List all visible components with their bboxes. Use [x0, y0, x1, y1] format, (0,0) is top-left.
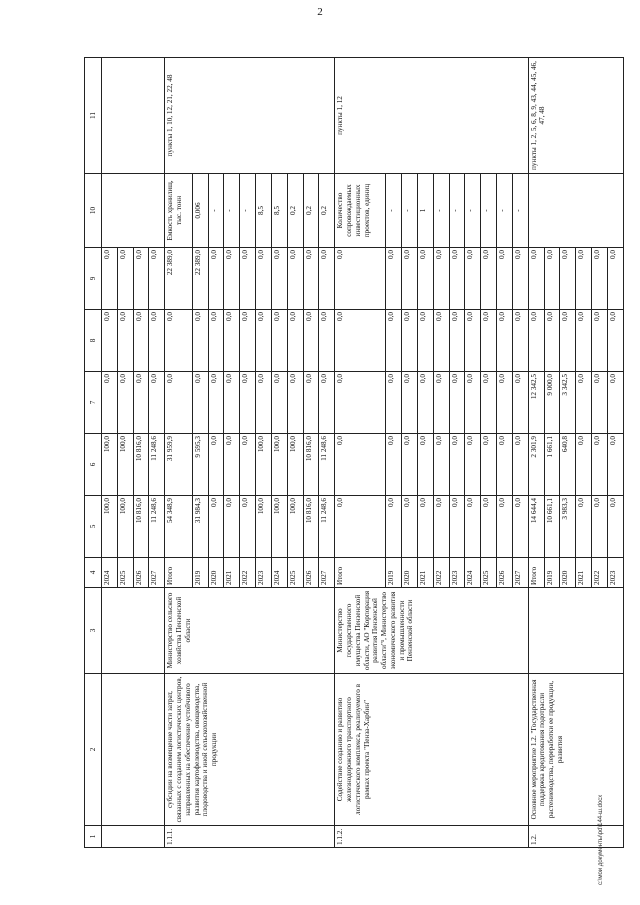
indicator-value: 8,5 [256, 174, 272, 248]
value-cell: 0,0 [224, 248, 240, 310]
value-cell: 0,0 [576, 496, 592, 558]
column-number: 1 [85, 826, 102, 848]
table-row [165, 58, 193, 848]
year-cell: 2023 [256, 558, 272, 588]
value-cell: 0,0 [576, 434, 592, 496]
year-cell: 2027 [512, 558, 528, 588]
table-row [335, 58, 386, 848]
value-cell: 0,0 [402, 434, 418, 496]
value-cell: 0,0 [433, 496, 449, 558]
value-cell: 0,0 [481, 372, 497, 434]
column-number: 3 [85, 588, 102, 674]
value-cell: 11 248,6 [319, 434, 335, 496]
value-cell: 0,0 [303, 372, 319, 434]
indicator-value: 1 [418, 174, 434, 248]
value-cell: 0,0 [512, 496, 528, 558]
value-cell: 0,0 [449, 248, 465, 310]
value-cell: 0,0 [117, 248, 133, 310]
indicator-value: 0,006 [192, 174, 208, 248]
value-cell: 0,0 [287, 310, 303, 372]
year-cell: 2021 [576, 558, 592, 588]
value-cell: 0,0 [449, 372, 465, 434]
total-value: 0,0 [335, 496, 386, 558]
indicator-value: - [240, 174, 256, 248]
value-cell: 0,0 [386, 496, 402, 558]
column-number: 7 [85, 372, 102, 434]
value-cell: 10 816,0 [133, 434, 149, 496]
total-value: 2 301,9 [528, 434, 544, 496]
table-row [102, 58, 118, 848]
value-cell: 0,0 [607, 496, 623, 558]
value-cell: 0,0 [402, 372, 418, 434]
value-cell: 0,0 [607, 434, 623, 496]
value-cell: 0,0 [576, 310, 592, 372]
value-cell: 0,0 [224, 496, 240, 558]
value-cell: 0,0 [560, 248, 576, 310]
indicator-value: - [208, 174, 224, 248]
indicator-value: - [402, 174, 418, 248]
value-cell: 9 595,3 [192, 434, 208, 496]
item-name: Основное мероприятие 1.2. "Государственная поддержка кредитования подотрасли растениеводства, переработки ее продукции, развития [528, 674, 623, 826]
year-cell: 2025 [481, 558, 497, 588]
value-cell: 1 661,1 [544, 434, 560, 496]
total-value: 0,0 [335, 372, 386, 434]
column-number-row [85, 58, 102, 848]
value-cell: 0,0 [149, 310, 165, 372]
value-cell: 100,0 [271, 496, 287, 558]
year-cell: 2025 [117, 558, 133, 588]
value-cell: 0,0 [607, 248, 623, 310]
value-cell: 0,0 [102, 372, 118, 434]
year-cell: 2024 [102, 558, 118, 588]
value-cell: 100,0 [271, 434, 287, 496]
indicator-value: 8,5 [271, 174, 287, 248]
indicator-value: - [497, 174, 513, 248]
value-cell: 3 342,5 [560, 372, 576, 434]
value-cell: 0,0 [512, 310, 528, 372]
year-cell: 2021 [224, 558, 240, 588]
table-row [528, 58, 544, 848]
value-cell: 9 000,0 [544, 372, 560, 434]
value-cell: 640,8 [560, 434, 576, 496]
value-cell: 0,0 [303, 248, 319, 310]
value-cell: 0,0 [208, 372, 224, 434]
total-value: 0,0 [335, 248, 386, 310]
year-cell: 2027 [149, 558, 165, 588]
item-code: 1.2. [528, 826, 623, 848]
value-cell: 0,0 [402, 496, 418, 558]
item-executor: Министерство сельского хозяйства Пензенской области [165, 588, 335, 674]
empty-cell [102, 674, 165, 826]
value-cell: 0,0 [117, 372, 133, 434]
value-cell: 0,0 [240, 248, 256, 310]
value-cell: 0,0 [418, 310, 434, 372]
value-cell: 0,0 [418, 496, 434, 558]
value-cell: 0,0 [576, 248, 592, 310]
value-cell: 0,0 [544, 310, 560, 372]
value-cell: 0,0 [465, 248, 481, 310]
value-cell: 0,0 [481, 310, 497, 372]
value-cell: 0,0 [208, 434, 224, 496]
value-cell: 100,0 [256, 496, 272, 558]
item-name: субсидии на возмещение части затрат, связанных с созданием логистических центров, направленных на обеспечение устойчивого развития картофелеводства, овощеводства, плодоводства и иной сельскохозяйственной продукции [165, 674, 335, 826]
total-value: 14 644,4 [528, 496, 544, 558]
column-number: 11 [85, 58, 102, 174]
value-cell: 0,0 [512, 248, 528, 310]
year-cell: 2022 [240, 558, 256, 588]
value-cell: 0,0 [240, 434, 256, 496]
value-cell: 10 816,0 [303, 496, 319, 558]
value-cell: 0,0 [208, 248, 224, 310]
value-cell: 0,0 [465, 434, 481, 496]
value-cell: 0,0 [481, 496, 497, 558]
value-cell: 3 983,3 [560, 496, 576, 558]
value-cell: 0,0 [102, 310, 118, 372]
year-cell: 2025 [287, 558, 303, 588]
value-cell: 0,0 [512, 372, 528, 434]
value-cell: 0,0 [465, 496, 481, 558]
indicator-value: - [465, 174, 481, 248]
value-cell: 0,0 [208, 496, 224, 558]
value-cell: 0,0 [224, 372, 240, 434]
value-cell: 0,0 [149, 372, 165, 434]
value-cell: 0,0 [402, 310, 418, 372]
year-cell: 2020 [402, 558, 418, 588]
value-cell: 0,0 [481, 434, 497, 496]
item-executor [528, 588, 623, 674]
value-cell: 0,0 [544, 248, 560, 310]
value-cell: 11 248,6 [319, 496, 335, 558]
year-cell: 2019 [386, 558, 402, 588]
value-cell: 0,0 [133, 310, 149, 372]
total-value: 22 389,0 [165, 248, 193, 310]
value-cell: 0,0 [319, 310, 335, 372]
year-cell: 2027 [319, 558, 335, 588]
reference-points: пункты 1, 2, 5, 6, 8, 9, 43, 44, 45, 46, 47, 48 [528, 58, 623, 174]
value-cell: 0,0 [465, 372, 481, 434]
value-cell: 0,0 [224, 310, 240, 372]
column-number: 9 [85, 248, 102, 310]
value-cell: 0,0 [418, 372, 434, 434]
item-executor: Министерство государственного имущества Пензенской области, АО "Корпорация развития Пензенской области"¹, Министерство экономического развития и промышленности Пензенской области [335, 588, 529, 674]
column-number: 10 [85, 174, 102, 248]
empty-cell [102, 588, 165, 674]
value-cell: 0,0 [433, 310, 449, 372]
value-cell: 0,0 [591, 248, 607, 310]
value-cell: 0,0 [192, 372, 208, 434]
total-label: Итого [165, 558, 193, 588]
value-cell: 0,0 [591, 496, 607, 558]
value-cell: 0,0 [497, 372, 513, 434]
value-cell: 0,0 [560, 310, 576, 372]
value-cell: 0,0 [497, 434, 513, 496]
total-value: 0,0 [528, 310, 544, 372]
value-cell: 0,0 [433, 434, 449, 496]
value-cell: 0,0 [449, 434, 465, 496]
value-cell: 10 661,1 [544, 496, 560, 558]
value-cell: 0,0 [465, 310, 481, 372]
value-cell: 0,0 [591, 310, 607, 372]
value-cell: 22 389,0 [192, 248, 208, 310]
value-cell: 0,0 [386, 434, 402, 496]
indicator-value: 0,2 [303, 174, 319, 248]
column-number: 4 [85, 558, 102, 588]
year-cell: 2022 [591, 558, 607, 588]
value-cell: 0,0 [192, 310, 208, 372]
value-cell: 0,0 [607, 372, 623, 434]
value-cell: 0,0 [497, 496, 513, 558]
value-cell: 0,0 [481, 248, 497, 310]
indicator-name: Емкость хранилищ, тыс. тонн [165, 174, 193, 248]
value-cell: 0,0 [117, 310, 133, 372]
reference-points: пункты 1, 12 [335, 58, 529, 174]
column-number: 5 [85, 496, 102, 558]
value-cell: 0,0 [591, 434, 607, 496]
year-cell: 2019 [544, 558, 560, 588]
column-number: 2 [85, 674, 102, 826]
year-cell: 2024 [271, 558, 287, 588]
year-cell: 2021 [418, 558, 434, 588]
value-cell: 11 248,6 [149, 496, 165, 558]
indicator-value: - [386, 174, 402, 248]
value-cell: 0,0 [240, 372, 256, 434]
indicator-value: - [224, 174, 240, 248]
value-cell: 100,0 [117, 434, 133, 496]
value-cell: 10 816,0 [133, 496, 149, 558]
value-cell: 10 816,0 [303, 434, 319, 496]
total-value: 0,0 [335, 310, 386, 372]
total-value: 12 342,5 [528, 372, 544, 434]
item-name: Содействие созданию и развитию железнодорожного транспортного логистического комплекса, реализуемого в рамках проекта "Пенза-Харбин" [335, 674, 529, 826]
budget-table [84, 57, 624, 848]
empty-cell [102, 826, 165, 848]
value-cell: 0,0 [303, 310, 319, 372]
reference-points: пункты 1, 10, 12, 21, 22, 48 [165, 58, 335, 174]
year-cell: 2026 [303, 558, 319, 588]
year-cell: 2026 [497, 558, 513, 588]
value-cell: 0,0 [319, 372, 335, 434]
indicator-name: Количество сопровождаемых инвестиционных проектов, единиц [335, 174, 386, 248]
value-cell: 0,0 [133, 372, 149, 434]
value-cell: 0,0 [271, 372, 287, 434]
column-number: 6 [85, 434, 102, 496]
value-cell: 0,0 [319, 248, 335, 310]
total-label: Итого [335, 558, 386, 588]
value-cell: 11 248,6 [149, 434, 165, 496]
value-cell: 100,0 [256, 434, 272, 496]
year-cell: 2023 [449, 558, 465, 588]
value-cell: 0,0 [386, 310, 402, 372]
indicator-value: 0,2 [287, 174, 303, 248]
value-cell: 0,0 [287, 248, 303, 310]
total-value: 0,0 [335, 434, 386, 496]
value-cell: 0,0 [256, 372, 272, 434]
year-cell: 2024 [465, 558, 481, 588]
value-cell: 0,0 [402, 248, 418, 310]
value-cell: 0,0 [208, 310, 224, 372]
value-cell: 100,0 [117, 496, 133, 558]
value-cell: 0,0 [512, 434, 528, 496]
value-cell: 100,0 [287, 496, 303, 558]
value-cell: 0,0 [224, 434, 240, 496]
page-number: 2 [317, 6, 323, 18]
value-cell: 100,0 [102, 434, 118, 496]
value-cell: 0,0 [418, 434, 434, 496]
year-cell: 2022 [433, 558, 449, 588]
value-cell: 0,0 [418, 248, 434, 310]
total-value: 54 348,9 [165, 496, 193, 558]
file-path-footer: c:\мои документы\pd\144-ш.docx [598, 794, 604, 885]
value-cell: 0,0 [449, 496, 465, 558]
value-cell: 0,0 [433, 248, 449, 310]
value-cell: 100,0 [102, 496, 118, 558]
indicator-value: - [433, 174, 449, 248]
year-cell: 2026 [133, 558, 149, 588]
value-cell: 0,0 [576, 372, 592, 434]
total-value: 0,0 [165, 372, 193, 434]
value-cell: 0,0 [256, 310, 272, 372]
value-cell: 0,0 [287, 372, 303, 434]
value-cell: 0,0 [256, 248, 272, 310]
year-cell: 2020 [560, 558, 576, 588]
value-cell: 0,0 [240, 496, 256, 558]
value-cell: 0,0 [433, 372, 449, 434]
total-label: Итого [528, 558, 544, 588]
value-cell: 0,0 [386, 248, 402, 310]
item-code: 1.1.2. [335, 826, 529, 848]
value-cell: 0,0 [591, 372, 607, 434]
value-cell: 0,0 [497, 310, 513, 372]
item-code: 1.1.1. [165, 826, 335, 848]
column-number: 8 [85, 310, 102, 372]
indicator-value: - [449, 174, 465, 248]
value-cell: 0,0 [133, 248, 149, 310]
value-cell: 0,0 [149, 248, 165, 310]
value-cell: 31 984,3 [192, 496, 208, 558]
total-value: 0,0 [528, 248, 544, 310]
value-cell: 0,0 [449, 310, 465, 372]
value-cell: 0,0 [271, 310, 287, 372]
year-cell: 2023 [607, 558, 623, 588]
value-cell: 0,0 [607, 310, 623, 372]
empty-cell [528, 174, 623, 248]
empty-cell [102, 58, 165, 174]
rotated-table-wrapper [84, 58, 624, 848]
year-cell: 2020 [208, 558, 224, 588]
empty-cell [102, 174, 165, 248]
total-value: 31 959,9 [165, 434, 193, 496]
indicator-value: 0,2 [319, 174, 335, 248]
indicator-value: - [481, 174, 497, 248]
value-cell: 0,0 [497, 248, 513, 310]
value-cell: 0,0 [386, 372, 402, 434]
value-cell: 0,0 [240, 310, 256, 372]
year-cell: 2019 [192, 558, 208, 588]
value-cell: 0,0 [271, 248, 287, 310]
value-cell: 100,0 [287, 434, 303, 496]
total-value: 0,0 [165, 310, 193, 372]
indicator-value: - [512, 174, 528, 248]
value-cell: 0,0 [102, 248, 118, 310]
